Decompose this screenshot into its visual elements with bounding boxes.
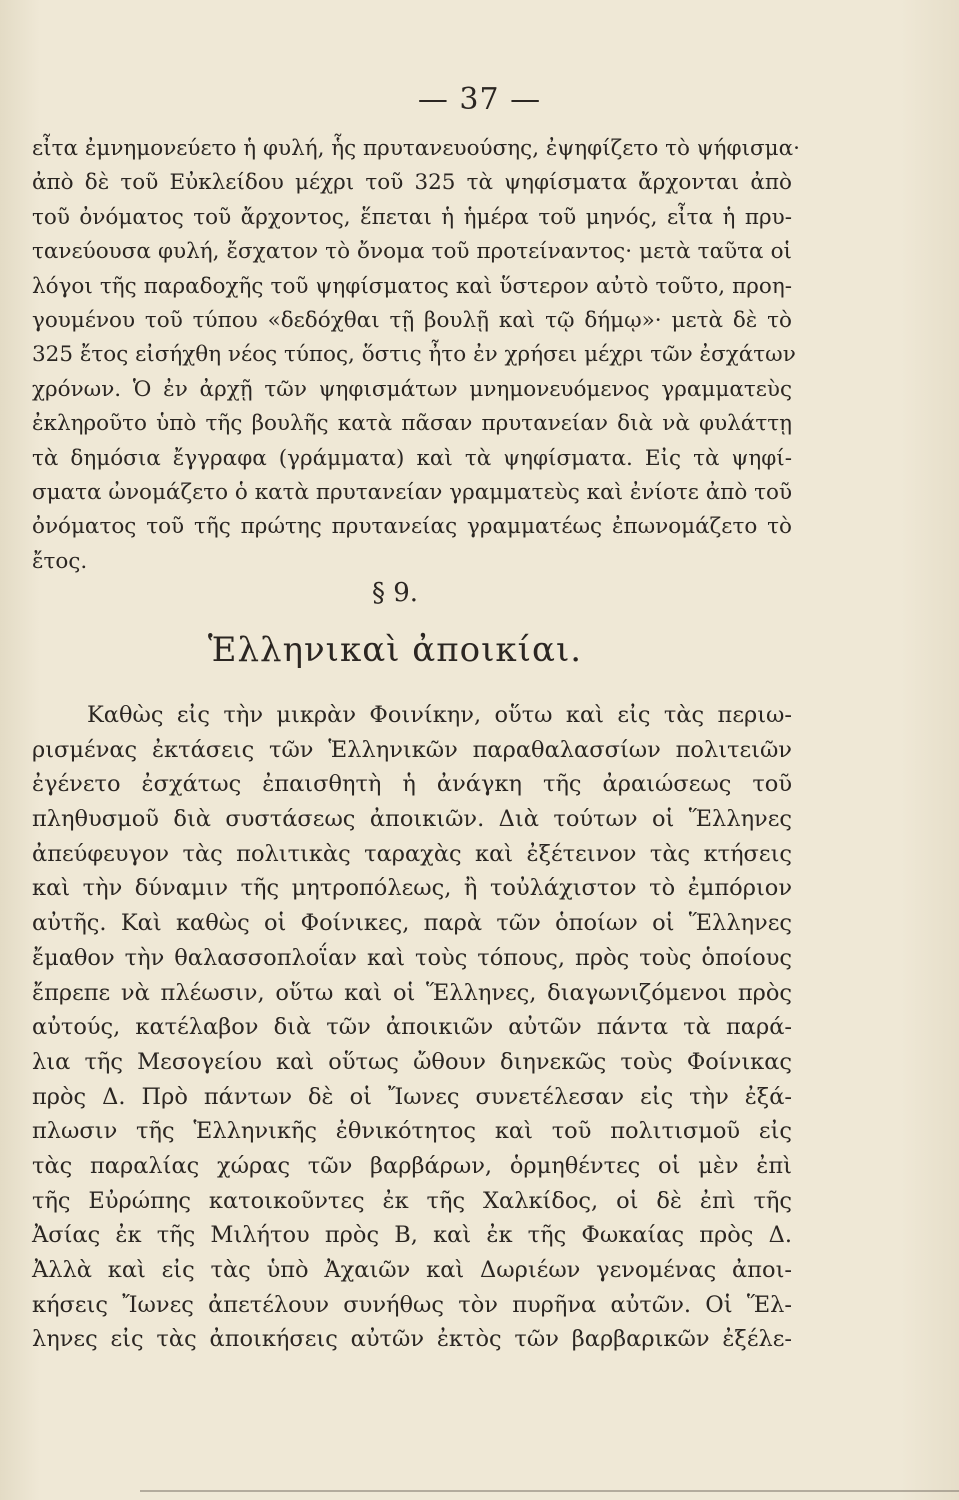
text-line: τῆς Εὐρώπης κατοικοῦντες ἐκ τῆς Χαλκίδος, οἱ δὲ ἐπὶ τῆς <box>32 1187 792 1214</box>
text-line: χρόνων. Ὁ ἐν ἀρχῇ τῶν ψηφισμάτων μνημονευόμενος γραμματεὺς <box>32 376 792 402</box>
text-line: εἶτα ἐμνημονεύετο ἡ φυλή, ἧς πρυτανευούσης, ἐψηφίζετο τὸ ψήφισμα· <box>32 136 800 161</box>
text-line: σματα ὠνομάζετο ὁ κατὰ πρυτανείαν γραμματεὺς καὶ ἐνίοτε ἀπὸ τοῦ <box>32 479 793 505</box>
text-line: Ἀλλὰ καὶ εἰς τὰς ὑπὸ Ἀχαιῶν καὶ Δωριέων γενομένας ἀποι- <box>32 1257 792 1283</box>
text-line: τὰς παραλίας χώρας τῶν βαρβάρων, ὁρμηθέντες οἱ μὲν ἐπὶ <box>32 1152 792 1179</box>
text-line: αὐτούς, κατέλαβον διὰ τῶν ἀποικιῶν αὐτῶν πάντα τὰ παρά- <box>32 1014 792 1041</box>
text-line: ἔμαθον τὴν θαλασσοπλοΐαν καὶ τοὺς τόπους, πρὸς τοὺς ὁποίους <box>32 944 792 971</box>
text-line: ἀπεύφευγον τὰς πολιτικὰς ταραχὰς καὶ ἐξέτεινον τὰς κτήσεις <box>32 840 792 867</box>
text-line: τὰ δημόσια ἔγγραφα (γράμματα) καὶ τὰ ψηφίσματα. Εἰς τὰ ψηφί- <box>32 445 792 471</box>
text-line: Καθὼς εἰς τὴν μικρὰν Φοινίκην, οὕτω καὶ εἰς τὰς περιω- <box>87 702 792 728</box>
page-edge-mark <box>140 1490 959 1492</box>
text-line: καὶ τὴν δύναμιν τῆς μητροπόλεως, ἢ τοὐλάχιστον τὸ ἐμπόριον <box>32 875 792 902</box>
text-line: 325 ἔτος εἰσήχθη νέος τύπος, ὅστις ἦτο ἐν χρήσει μέχρι τῶν ἐσχάτων <box>32 342 796 368</box>
text-line: Ἀσίας ἐκ τῆς Μιλήτου πρὸς Β, καὶ ἐκ τῆς Φωκαίας πρὸς Δ. <box>32 1222 792 1249</box>
text-line: πλωσιν τῆς Ἑλληνικῆς ἐθνικότητος καὶ τοῦ πολιτισμοῦ εἰς <box>32 1118 792 1145</box>
text-line: ἀπὸ δὲ τοῦ Εὐκλείδου μέχρι τοῦ 325 τὰ ψηφίσματα ἄρχονται ἀπὸ <box>32 170 792 196</box>
text-line: ἐγένετο ἐσχάτως ἐπαισθητὴ ἡ ἀνάγκη τῆς ἀραιώσεως τοῦ <box>32 771 792 798</box>
text-line: λια τῆς Μεσογείου καὶ οὕτως ὤθουν διηνεκῶς τοὺς Φοίνικας <box>32 1048 792 1075</box>
text-line: λόγοι τῆς παραδοχῆς τοῦ ψηφίσματος καὶ ὕστερον αὐτὸ τοῦτο, προη- <box>32 273 792 299</box>
section-heading: Ἑλληνικαὶ ἀποικίαι. <box>207 630 583 670</box>
text-line: ρισμένας ἐκτάσεις τῶν Ἑλληνικῶν παραθαλασσίων πολιτειῶν <box>32 736 792 763</box>
paragraph-2 <box>32 698 792 1357</box>
text-line: ἔτος. <box>32 548 88 574</box>
text-line: γουμένου τοῦ τύπου «δεδόχθαι τῇ βουλῇ καὶ τῷ δήμῳ»· μετὰ δὲ τὸ <box>32 307 792 333</box>
text-line: πρὸς Δ. Πρὸ πάντων δὲ οἱ Ἴωνες συνετέλεσαν εἰς τὴν ἐξά- <box>32 1083 792 1110</box>
text-line: τανεύουσα φυλή, ἔσχατον τὸ ὄνομα τοῦ προτείναντος· μετὰ ταῦτα οἱ <box>32 239 792 265</box>
text-line: ὀνόματος τοῦ τῆς πρώτης πρυτανείας γραμματέως ἐπωνομάζετο τὸ <box>32 514 792 540</box>
text-line: πληθυσμοῦ διὰ συστάσεως ἀποικιῶν. Διὰ τούτων οἱ Ἕλληνες <box>32 806 792 833</box>
section-number: § 9. <box>371 578 419 608</box>
text-line: κήσεις Ἴωνες ἀπετέλουν συνήθως τὸν πυρῆνα αὐτῶν. Οἱ Ἕλ- <box>32 1291 792 1318</box>
page-number: — 37 — <box>417 82 542 117</box>
text-line: αὐτῆς. Καὶ καθὼς οἱ Φοίνικες, παρὰ τῶν ὁποίων οἱ Ἕλληνες <box>32 910 792 937</box>
text-line: ληνες εἰς τὰς ἀποικήσεις αὐτῶν ἐκτὸς τῶν βαρβαρικῶν ἐξέλε- <box>32 1326 792 1353</box>
text-line: ἔπρεπε νὰ πλέωσιν, οὕτω καὶ οἱ Ἕλληνες, διαγωνιζόμενοι πρὸς <box>32 979 792 1006</box>
text-line: ἐκληροῦτο ὑπὸ τῆς βουλῆς κατὰ πᾶσαν πρυτανείαν διὰ νὰ φυλάττῃ <box>32 411 792 437</box>
paragraph-1 <box>32 132 800 579</box>
text-line: τοῦ ὀνόματος τοῦ ἄρχοντος, ἕπεται ἡ ἡμέρα τοῦ μηνός, εἶτα ἡ πρυ- <box>32 204 792 230</box>
